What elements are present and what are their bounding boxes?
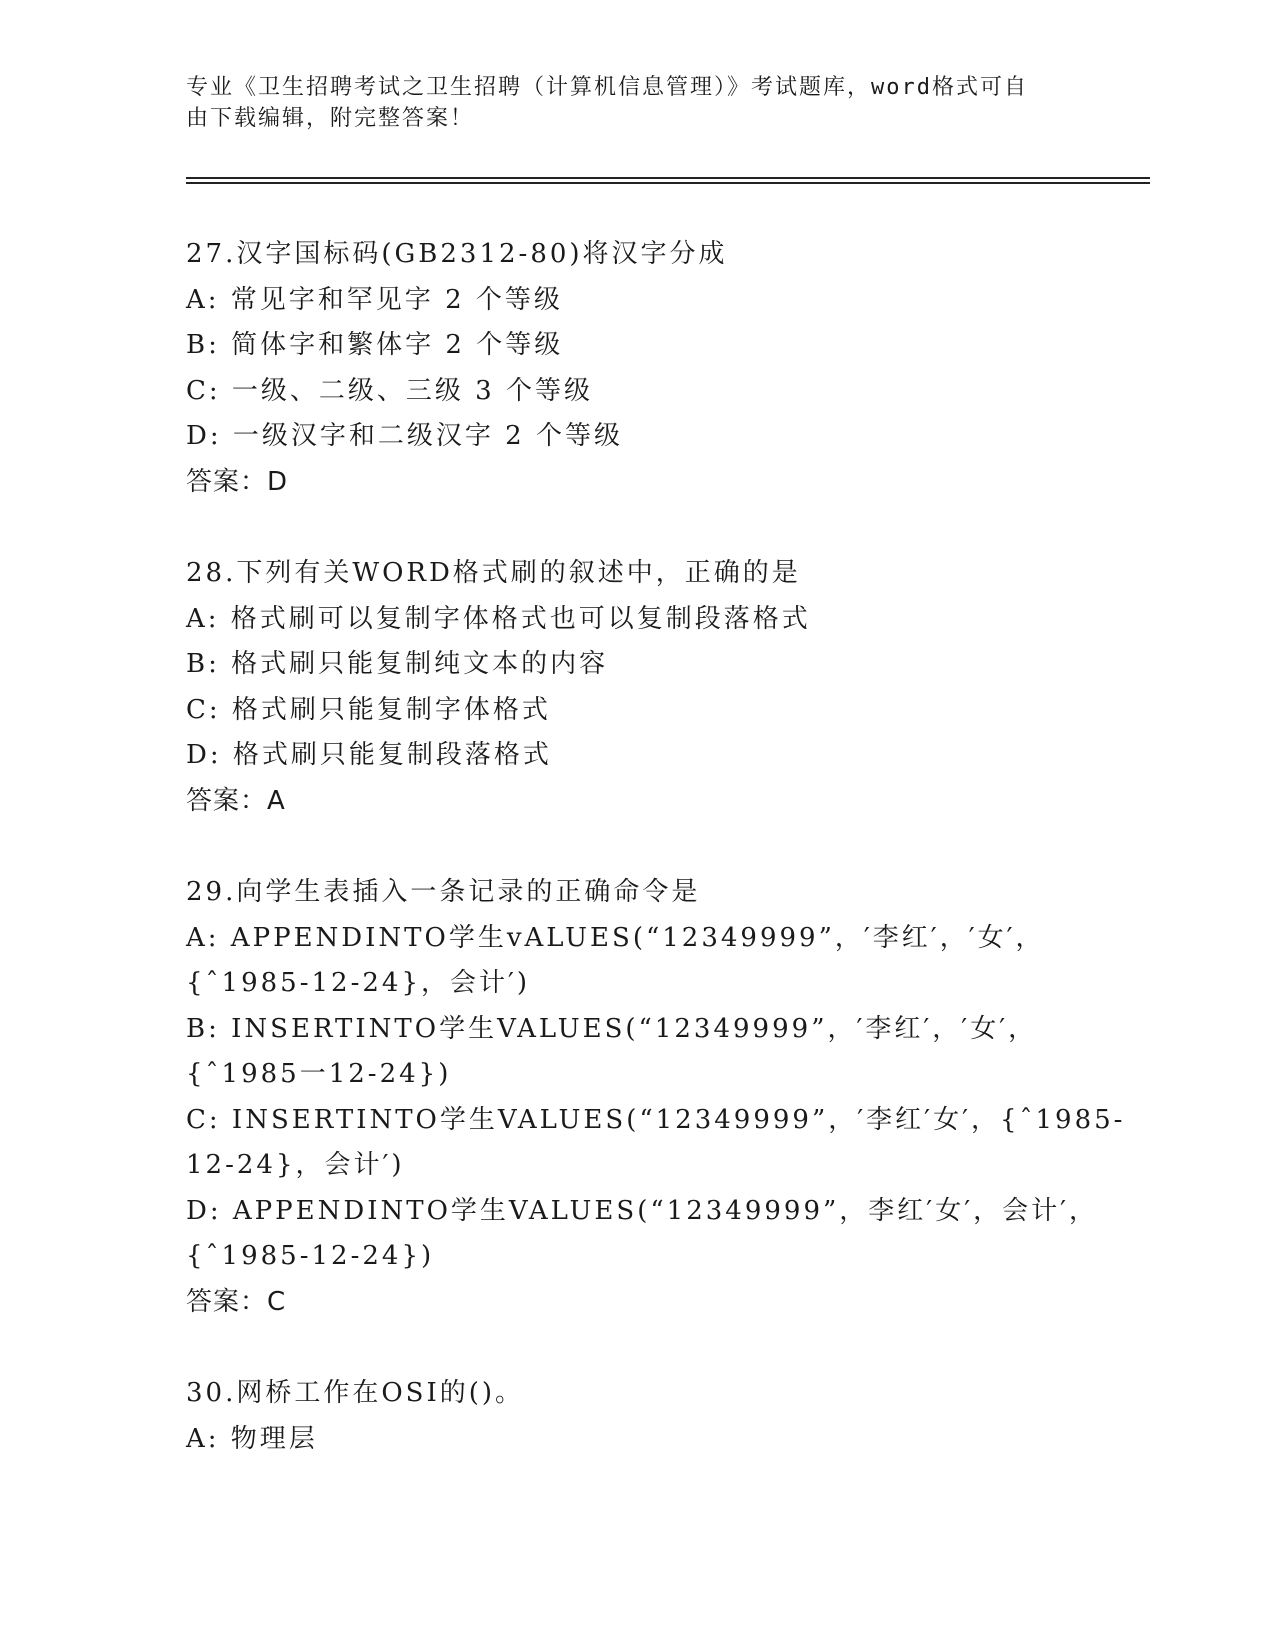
question-stem: 28.下列有关WORD格式刷的叙述中，正确的是 <box>186 558 801 588</box>
question-stem: 30.网桥工作在OSI的()。 <box>186 1378 525 1408</box>
option-b: B: 简体字和繁体字 2 个等级 <box>186 330 564 360</box>
header-divider-bottom <box>186 182 1150 184</box>
option-d-continued: {ˆ1985-12-24}) <box>186 1241 435 1271</box>
option-a: A: 物理层 <box>186 1423 318 1454</box>
option-c-continued: 12-24}，会计′) <box>186 1150 405 1180</box>
question-stem: 29.向学生表插入一条记录的正确命令是 <box>186 877 701 907</box>
header-line-2: 由下载编辑，附完整答案！ <box>186 106 475 131</box>
option-a-continued: {ˆ1985-12-24}，会计′) <box>186 968 531 998</box>
option-d: D: 格式刷只能复制段落格式 <box>186 740 552 770</box>
option-c: C: 格式刷只能复制字体格式 <box>186 694 551 725</box>
option-a: A: 格式刷可以复制字体格式也可以复制段落格式 <box>186 603 811 634</box>
answer-label: 答案：A <box>186 785 286 816</box>
question-28 <box>186 551 1086 824</box>
question-stem: 27.汉字国标码(GB2312-80)将汉字分成 <box>186 239 728 269</box>
header-divider-top <box>186 177 1150 179</box>
option-a: A: 常见字和罕见字 2 个等级 <box>186 284 563 315</box>
option-a: A: APPENDINTO学生vALUES(“12349999”，′李红′，′女′， <box>186 922 1045 953</box>
document-header <box>186 72 1066 134</box>
question-29 <box>186 870 1126 1325</box>
header-line-1: 专业《卫生招聘考试之卫生招聘（计算机信息管理）》考试题库，word格式可自 <box>186 75 1028 100</box>
question-30 <box>186 1371 1086 1462</box>
option-b-continued: {ˆ1985一12-24}) <box>186 1059 452 1089</box>
option-c: C: INSERTINTO学生VALUES(“12349999”，′李红′女′，{ˆ1985- <box>186 1104 1126 1135</box>
option-d: D: 一级汉字和二级汉字 2 个等级 <box>186 421 623 451</box>
option-c: C: 一级、二级、三级 3 个等级 <box>186 375 593 406</box>
answer-label: 答案：D <box>186 466 289 497</box>
option-b: B: 格式刷只能复制纯文本的内容 <box>186 649 609 679</box>
option-b: B: INSERTINTO学生VALUES(“12349999”，′李红′，′女′， <box>186 1013 1038 1044</box>
option-d: D: APPENDINTO学生VALUES(“12349999”，李红′女′，会计′， <box>186 1195 1098 1226</box>
question-27 <box>186 232 1086 505</box>
answer-label: 答案：C <box>186 1286 287 1317</box>
